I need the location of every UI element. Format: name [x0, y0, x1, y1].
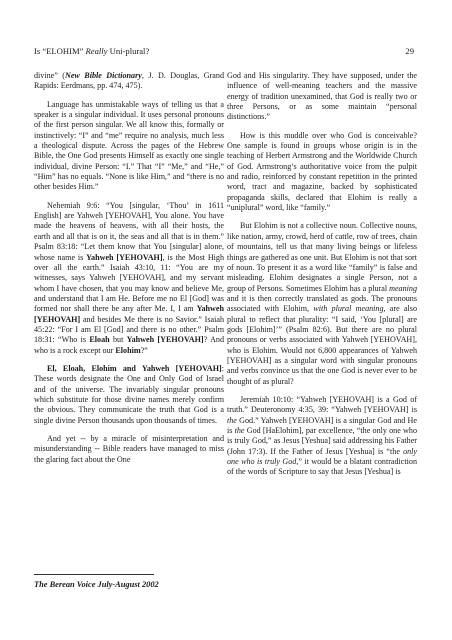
footer-publication: The Berean Voice July-August 2002 [34, 580, 159, 589]
text-run: divine” ( [34, 71, 65, 80]
paragraph: God and His singularity. They have supposed, under the influence of well-meaning teachers and the massive energy of tradition unexamined, that God is really two or three Persons, or as some maintain “personal distinctions.” [227, 71, 417, 122]
paragraph: And yet -- by a miracle of misinterpretation and misunderstanding -- Bible readers have managed to miss the glaring fact about the One [34, 434, 224, 464]
text-run: , are also plural to reflect that plurality: “I said, ‘You [plural] are gods [Elohim]’” (Psalm 82:6). But there are no plural pronouns or verbs associated with Yahweh [YEHOVAH], who is Elohim. Would not 6,800 appearances of Yahweh [YEHOVAH] as a singular word with singular pronouns and verbs convince us that the one God is never ever to be thought of as plural? [227, 304, 417, 386]
paragraph: Language has unmistakable ways of telling us that a speaker is a singular individual. It uses personal pronouns of the first person singular. We all know this, formally or instinctively: “I” and “me” require no analysis, much less a theological dispute. Across the pages of the Hebrew Bible, the One God presents Himself as exactly one single individual, divine Person: “I.” That “I” “Me,” and “He,” “Him” has no equals. “None is like Him,” and “there is no other besides Him.” [34, 99, 224, 192]
paragraph [227, 395, 417, 478]
emphasis: Yahweh [YEHOVAH] [86, 252, 163, 262]
text-run: God.” Yahweh [YEHOVAH] is a singular God and He is [227, 415, 417, 435]
paragraph [227, 221, 417, 387]
text-run: and it is then correctly translated as gods. The pronouns associated with Elohim, [227, 293, 417, 314]
emphasis: Eloah [89, 335, 110, 345]
italic-text: the [234, 426, 245, 435]
citation-title: New Bible Dictionary [65, 71, 142, 80]
emphasis: El, Eloah, Elohim and Yahweh [YEHOVAH] [47, 363, 222, 373]
footer-divider [34, 574, 154, 575]
text-run: but [109, 335, 127, 345]
running-title-start: Is “ELOHIM” [34, 46, 86, 56]
italic-text: meaning [389, 283, 417, 293]
italic-text: with plural meaning [313, 304, 384, 314]
emphasis: Yahweh [YEHOVAH] [126, 335, 204, 345]
text-run: Nehemiah 9:6: “You [singular, ‘Thou’ in 1611 English] are Yahweh [YEHOVAH], You alone. You have made the heavens of heavens, with all their hosts, the earth and all that is on it, the seas and all that is in them.” Psalm 83:18: “Let them know that You [singular] alone, whose name is [34, 200, 224, 262]
running-title [34, 44, 149, 58]
emphasis: Elohim [115, 345, 141, 355]
page-number: 29 [405, 46, 414, 56]
running-title-italic: Really [85, 46, 108, 56]
running-header [34, 44, 414, 58]
italic-text: only one who is truly God [227, 446, 417, 467]
text-run: ? And who is a rock except our [34, 335, 225, 355]
paragraph [34, 201, 224, 356]
right-column [227, 71, 417, 486]
italic-text: the [227, 415, 237, 425]
text-run: But Elohim is not a collective noun. Collective nouns, like nation, army, crowd, herd of cattle, row of trees, chain of mountains, tell us that many living beings or lifeless things are gathered as one unit. But Elohim is not that sort of noun. To present it as a word like “family” is false and misleading. Elohim designates a single Person, not a group of Persons. Sometimes Elohim has a plural [227, 221, 417, 293]
text-run: and besides Me there is no Savior.” Isaiah 45:22: “For I am El [God] and there is no other.” Psalm 18:31: “Who is [34, 314, 224, 345]
text-run: : These words designate the One and Only God of Israel and of the universe. The invariably singular pronouns which substitute for those divine names merely confirm the obvious. They communicate the truth that God is a single divine Person thousands upon thousands of times. [34, 363, 224, 425]
running-title-end: Uni-plural? [107, 46, 150, 56]
left-column [34, 71, 224, 473]
paragraph: How is this muddle over who God is conceivable? One sample is found in groups whose origin is in the teaching of Herbert Armstrong and the Worldwide Church of God. Armstrong’s authoritative voice from the pulpit and radio, reinforced by constant repetition in the printed word, tract and magazine, backed by sophisticated propaganda skills, declared that Elohim is really a “uniplural” word, like “family.” [227, 130, 417, 213]
paragraph [34, 71, 224, 92]
text-run: ?” [140, 345, 148, 355]
text-run: God [HaElohim], par excellence, “the only one who is truly God,” as Jesus [Yeshua] said addressing his Father (John 17:3). If the Father of Jesus [Yeshua] is “the [227, 426, 417, 456]
text-run: Jeremiah 10:10: “Yahweh [YEHOVAH] is a God of truth.” Deuteronomy 4:35, 39: “Yahweh [YEHOVAH] is [227, 394, 417, 415]
emphasis: Yahweh [YEHOVAH] [34, 304, 224, 324]
text-run: , J. D. Douglas, Grand Rapids: Eerdmans, pp. 474, 475). [34, 71, 224, 91]
paragraph [34, 364, 224, 426]
text-run: ,” it would be a blatant contradiction of the words of Scripture to say that Jesus [Yeshua] is [227, 457, 417, 477]
text-run: , is the Most High over all the earth.” Isaiah 43:10, 11: “You are my witnesses, says Yahweh [YEHOVAH], and my servant whom I have chosen, that you may know and believe Me, and understand that I am He. Before me no El [God] was formed nor shall there be any after Me. I, I am [34, 252, 225, 314]
